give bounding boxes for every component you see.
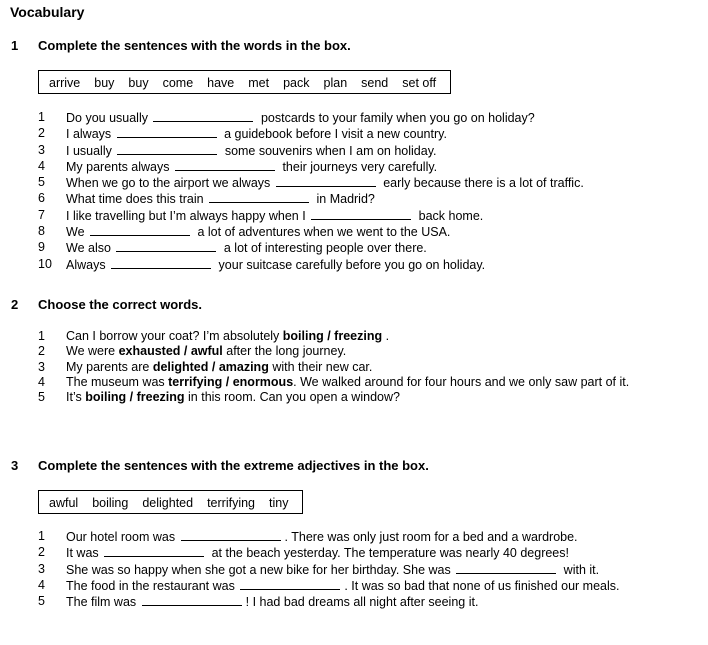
list-item [38, 594, 658, 610]
answer-blank[interactable] [117, 143, 217, 155]
sentence-end: at the beach yesterday. The temperature was nearly 40 degrees! [208, 546, 569, 561]
sentence-end: early because there is a lot of traffic. [379, 176, 584, 191]
sentence-start: Do you usually [66, 111, 152, 125]
answer-blank[interactable] [175, 159, 275, 171]
item-sentence [66, 126, 658, 142]
list-item [38, 578, 658, 594]
sentence-end: a guidebook before I visit a new country. [220, 127, 447, 142]
box-word: set off [402, 76, 437, 90]
answer-blank[interactable] [209, 191, 309, 203]
answer-blank[interactable] [116, 240, 216, 252]
item-sentence [66, 143, 658, 159]
list-item [38, 175, 658, 191]
sentence-start: I usually [66, 143, 116, 158]
item-number: 9 [38, 240, 45, 255]
item-number: 3 [38, 142, 45, 157]
sentence-end: their journeys very carefully. [278, 159, 438, 174]
item-sentence [66, 594, 658, 610]
item-sentence [66, 562, 658, 578]
list-item [38, 562, 658, 578]
item-sentence [66, 208, 658, 224]
list-item [38, 529, 658, 545]
box-word: buy [128, 76, 149, 90]
sentence-start: My parents are [66, 359, 153, 374]
item-number: 7 [38, 207, 45, 222]
item-sentence [66, 344, 658, 359]
sentence-end: in this room. Can you open a window? [184, 390, 400, 405]
box-word: arrive [49, 76, 81, 90]
sentence-end: after the long journey. [222, 344, 347, 359]
box-word: have [207, 76, 235, 90]
list-item [38, 329, 658, 344]
word-choice[interactable]: exhausted / awful [118, 344, 223, 359]
section-3-instruction: Complete the sentences with the extreme adjectives in the box. [38, 458, 429, 473]
answer-blank[interactable] [240, 578, 340, 590]
word-choice[interactable]: boiling / freezing [282, 329, 383, 343]
item-sentence [66, 175, 658, 191]
box-word: send [361, 76, 389, 90]
section-2-instruction: Choose the correct words. [38, 297, 202, 312]
sentence-start: Can I borrow your coat? I’m absolutely [66, 329, 283, 343]
answer-blank[interactable] [181, 529, 281, 541]
sentence-start: We [66, 225, 88, 240]
answer-blank[interactable] [153, 110, 253, 122]
sentence-end: . We walked around for four hours and we only saw part of it. [293, 374, 630, 389]
section-1-instruction: Complete the sentences with the words in the box. [38, 38, 351, 53]
sentence-end: a lot of adventures when we went to the USA. [194, 225, 451, 240]
item-number: 5 [38, 390, 45, 405]
sentence-start: Our hotel room was [66, 530, 179, 544]
item-sentence [66, 545, 658, 561]
item-sentence [66, 375, 658, 390]
word-choice[interactable]: boiling / freezing [85, 390, 185, 405]
sentence-end: your suitcase carefully before you go on holiday. [215, 257, 486, 272]
sentence-start: What time does this train [66, 192, 208, 207]
item-number: 4 [38, 374, 45, 389]
sentence-start: The food in the restaurant was [66, 578, 239, 593]
list-item [38, 126, 658, 142]
item-number: 2 [38, 545, 45, 560]
list-item [38, 360, 658, 375]
word-box-3 [38, 490, 303, 514]
list-item [38, 159, 658, 175]
box-word: boiling [92, 496, 129, 510]
item-number: 2 [38, 344, 45, 359]
sentence-start: We were [66, 344, 119, 359]
item-sentence [66, 224, 658, 240]
list-item [38, 224, 658, 240]
item-number: 1 [38, 529, 45, 543]
sentence-end: ! I had bad dreams all night after seeing it. [245, 595, 479, 610]
sentence-start: When we go to the airport we always [66, 176, 274, 191]
sentence-end: with their new car. [268, 359, 373, 374]
box-word: buy [94, 76, 115, 90]
sentence-start: My parents always [66, 159, 173, 174]
section-2-title [11, 297, 202, 312]
sentence-end: postcards to your family when you go on holiday? [257, 111, 535, 125]
word-box-1 [38, 70, 451, 94]
sentence-end: in Madrid? [313, 192, 375, 207]
list-item [38, 143, 658, 159]
list-item [38, 208, 658, 224]
answer-blank[interactable] [311, 208, 411, 220]
item-number: 4 [38, 158, 45, 173]
list-item [38, 545, 658, 561]
item-number: 5 [38, 175, 45, 190]
answer-blank[interactable] [456, 562, 556, 574]
item-sentence [66, 110, 658, 126]
box-word: terrifying [207, 496, 256, 510]
answer-blank[interactable] [117, 126, 217, 138]
sentence-start: It was [66, 546, 103, 561]
list-item [38, 191, 658, 207]
item-number: 6 [38, 191, 45, 206]
answer-blank[interactable] [276, 175, 376, 187]
answer-blank[interactable] [142, 594, 242, 606]
word-choice[interactable]: terrifying / enormous [168, 374, 294, 389]
list-item [38, 257, 658, 273]
box-word: tiny [269, 496, 289, 510]
item-sentence [66, 329, 658, 344]
item-number: 8 [38, 224, 45, 239]
box-word: awful [49, 496, 79, 510]
sentence-end: with it. [560, 562, 600, 577]
item-number: 10 [38, 256, 52, 271]
item-number: 5 [38, 594, 45, 609]
item-sentence [66, 360, 658, 375]
answer-blank[interactable] [104, 545, 204, 557]
section-1-list [38, 110, 658, 273]
page-title: Vocabulary [10, 4, 85, 20]
item-number: 4 [38, 577, 45, 592]
section-3-number: 3 [11, 458, 19, 473]
item-number: 3 [38, 561, 45, 576]
list-item [38, 390, 658, 405]
sentence-end: . It was so bad that none of us finished our meals. [344, 578, 620, 593]
item-sentence [66, 257, 658, 273]
sentence-end: . [382, 329, 390, 343]
answer-blank[interactable] [90, 224, 190, 236]
section-2-number: 2 [11, 297, 19, 312]
sentence-start: It’s [66, 390, 86, 405]
item-sentence [66, 578, 658, 594]
sentence-start: The museum was [66, 374, 169, 389]
list-item [38, 110, 658, 126]
item-sentence [66, 159, 658, 175]
word-choice[interactable]: delighted / amazing [152, 359, 269, 374]
item-number: 1 [38, 329, 45, 343]
item-sentence [66, 390, 658, 405]
sentence-start: She was so happy when she got a new bike for her birthday. She was [66, 562, 455, 577]
sentence-start: The film was [66, 595, 140, 610]
sentence-end: . There was only just room for a bed and a wardrobe. [284, 530, 578, 544]
section-1-number: 1 [11, 38, 19, 53]
section-3-title [11, 458, 429, 473]
list-item [38, 344, 658, 359]
box-word: delighted [142, 496, 194, 510]
sentence-start: I always [66, 127, 115, 142]
item-number: 3 [38, 359, 45, 374]
item-number: 2 [38, 126, 45, 141]
sentence-end: a lot of interesting people over there. [220, 241, 427, 256]
box-word: met [248, 76, 270, 90]
item-sentence [66, 191, 658, 207]
sentence-start: Always [66, 257, 110, 272]
box-word: plan [323, 76, 348, 90]
section-1-title [11, 38, 351, 53]
box-word: pack [283, 76, 310, 90]
sentence-end: back home. [415, 208, 484, 223]
sentence-end: some souvenirs when I am on holiday. [221, 143, 437, 158]
item-sentence [66, 240, 658, 256]
answer-blank[interactable] [111, 257, 211, 269]
box-word: come [162, 76, 194, 90]
sentence-start: I like travelling but I’m always happy when I [66, 208, 310, 223]
section-2-list [38, 329, 658, 405]
list-item [38, 240, 658, 256]
list-item [38, 375, 658, 390]
sentence-start: We also [66, 241, 115, 256]
item-number: 1 [38, 110, 45, 124]
section-3-list [38, 529, 658, 610]
item-sentence [66, 529, 658, 545]
